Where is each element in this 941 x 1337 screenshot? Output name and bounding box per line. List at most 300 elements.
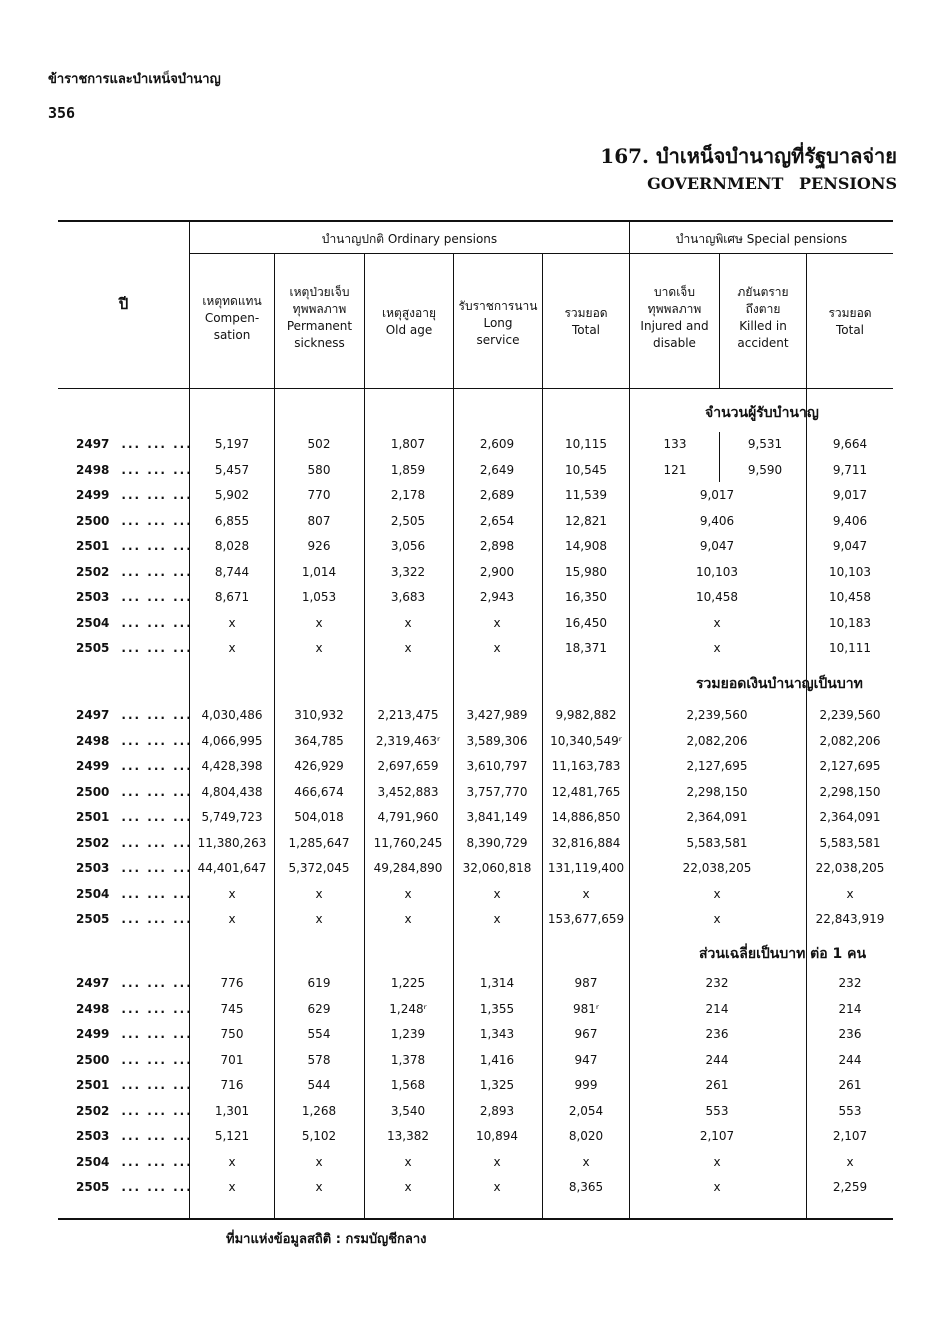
table-cell: 11,163,783 <box>551 759 621 773</box>
row-year: 2502 <box>76 835 110 850</box>
col-divider <box>719 432 720 482</box>
special-merged-cell: x <box>713 1180 721 1194</box>
leader-dots: ... ... ... <box>121 1078 193 1092</box>
table-cell: 554 <box>307 1027 331 1041</box>
table-cell: 5,457 <box>214 462 250 477</box>
table-cell: 2,319,463ʳ <box>375 733 441 748</box>
row-year-label <box>76 708 193 722</box>
table-cell: x <box>493 641 501 655</box>
table-cell: x <box>404 886 412 901</box>
table-cell: 5,749,723 <box>201 810 263 824</box>
col-header-en: disable <box>653 336 696 350</box>
col-header-compensation <box>190 293 274 344</box>
table-cell: 3,452,883 <box>377 784 439 799</box>
table-cell: 578 <box>307 1052 331 1067</box>
table-cell: 3,683 <box>390 590 426 604</box>
leader-dots: ... ... ... <box>121 1001 193 1016</box>
row-year: 2505 <box>76 1180 110 1194</box>
special-pensions-group: บำนาญพิเศษ Special pensions <box>675 232 848 246</box>
special-total-cell: 9,711 <box>832 462 868 477</box>
table-cell: 3,841,149 <box>466 810 528 824</box>
leader-dots: ... ... ... <box>121 1052 193 1067</box>
row-year: 2503 <box>76 590 110 604</box>
row-year-label <box>76 1129 193 1143</box>
table-cell: 5,121 <box>214 1129 250 1143</box>
table-cell: 2,943 <box>479 590 515 604</box>
special-merged-cell: x <box>713 886 721 901</box>
table-cell: 3,589,306 <box>466 733 528 748</box>
special-total-cell: x <box>846 1154 854 1169</box>
table-cell: 1,343 <box>479 1027 515 1041</box>
row-year-label <box>76 565 193 579</box>
col-header-en: Killed in <box>739 319 787 333</box>
table-cell: 8,028 <box>214 539 250 553</box>
table-cell: x <box>315 615 323 630</box>
special-merged-cell: 5,583,581 <box>686 835 748 850</box>
col-header-en: Long <box>483 316 513 330</box>
col-header-en: Old age <box>385 323 433 337</box>
row-year: 2501 <box>76 539 110 553</box>
table-cell: 967 <box>574 1027 598 1041</box>
table-cell: 1,314 <box>479 976 515 990</box>
leader-dots: ... ... ... <box>121 912 193 926</box>
table-cell: 49,284,890 <box>373 861 443 875</box>
table-cell: 11,539 <box>565 488 607 502</box>
row-year-label <box>76 836 193 850</box>
special-merged-cell: 9,406 <box>699 513 735 528</box>
row-year: 2498 <box>76 1001 110 1016</box>
table-cell: 8,671 <box>214 590 250 604</box>
leader-dots: ... ... ... <box>121 462 193 477</box>
special-merged-cell: x <box>713 912 721 926</box>
table-cell: x <box>404 912 412 926</box>
table-cell: 2,689 <box>479 488 515 502</box>
table-cell: 10,340,549ʳ <box>550 733 622 748</box>
running-head: ข้าราชการและบำเหน็จบำนาญ <box>48 72 221 87</box>
row-year: 2499 <box>76 1027 110 1041</box>
special-total-cell: 2,082,206 <box>819 733 881 748</box>
col-divider <box>806 253 807 1218</box>
special-merged-cell: 2,239,560 <box>686 708 748 722</box>
table-top-rule <box>58 220 893 222</box>
table-cell: 153,677,659 <box>547 912 625 926</box>
row-year-label <box>76 1104 193 1118</box>
table-cell: 16,450 <box>565 615 607 630</box>
row-year-label <box>76 641 193 655</box>
special-merged-cell: 244 <box>705 1052 729 1067</box>
table-cell: x <box>315 1180 323 1194</box>
row-year: 2502 <box>76 564 110 579</box>
table-cell: x <box>315 886 323 901</box>
table-cell: 11,380,263 <box>197 835 267 850</box>
table-cell: 750 <box>220 1027 244 1041</box>
special-merged-cell: x <box>713 641 721 655</box>
row-year: 2504 <box>76 1154 110 1169</box>
table-cell: x <box>493 615 501 630</box>
table-cell: 770 <box>307 488 331 502</box>
row-year-label <box>76 539 193 553</box>
table-cell: x <box>228 615 236 630</box>
col-header-thai: ทุพพลภาพ <box>292 302 347 316</box>
table-cell: 8,390,729 <box>466 835 528 850</box>
special-merged-cell: x <box>713 1154 721 1169</box>
row-year-label <box>76 1027 193 1041</box>
col-header-permanent-sickness <box>275 284 364 352</box>
special-total-cell: 22,038,205 <box>815 861 885 875</box>
table-cell: 2,893 <box>479 1103 515 1118</box>
row-year-label <box>76 912 193 926</box>
table-cell: 776 <box>220 976 244 990</box>
col-header-en: service <box>476 333 520 347</box>
special-total-cell: 10,111 <box>829 641 871 655</box>
col-header-thai: เหตุสูงอายุ <box>382 306 436 320</box>
table-cell: x <box>493 1180 501 1194</box>
table-cell: 701 <box>220 1052 244 1067</box>
table-cell: 745 <box>220 1001 244 1016</box>
page-number: 356 <box>48 104 76 122</box>
table-cell: 4,030,486 <box>201 708 263 722</box>
table-cell: 12,481,765 <box>551 784 621 799</box>
col-header-ordinary-total <box>543 305 629 339</box>
row-year: 2499 <box>76 488 110 502</box>
leader-dots: ... ... ... <box>121 708 193 722</box>
row-year: 2498 <box>76 462 110 477</box>
special-total-cell: 232 <box>838 976 862 990</box>
leader-dots: ... ... ... <box>121 810 193 824</box>
table-cell: 619 <box>307 976 331 990</box>
table-cell: x <box>228 886 236 901</box>
table-cell: 2,898 <box>479 539 515 553</box>
table-cell: 716 <box>220 1078 244 1092</box>
killed-cell: 9,590 <box>747 462 783 477</box>
leader-dots: ... ... ... <box>121 615 193 630</box>
special-total-cell: 5,583,581 <box>819 835 881 850</box>
special-merged-cell: 232 <box>705 976 729 990</box>
table-cell: 580 <box>307 462 331 477</box>
table-cell: 10,894 <box>476 1129 518 1143</box>
row-year: 2505 <box>76 912 110 926</box>
row-year: 2503 <box>76 1129 110 1143</box>
table-cell: 504,018 <box>294 810 344 824</box>
table-cell: 1,416 <box>479 1052 515 1067</box>
row-year-label <box>76 1078 193 1092</box>
section-title-amount: รวมยอดเงินบำนาญเป็นบาท <box>696 676 863 692</box>
leader-dots: ... ... ... <box>121 590 193 604</box>
table-cell: x <box>404 1154 412 1169</box>
special-total-cell: 22,843,919 <box>815 912 885 926</box>
table-cell: 10,545 <box>565 462 607 477</box>
table-cell: 4,791,960 <box>377 810 439 824</box>
col-header-thai: บาดเจ็บ <box>654 285 695 299</box>
col-header-en: Permanent <box>286 319 353 333</box>
table-cell: 3,427,989 <box>466 708 528 722</box>
table-cell: x <box>228 1154 236 1169</box>
table-cell: 5,372,045 <box>288 861 350 875</box>
row-year-label <box>76 861 193 875</box>
special-total-cell: 261 <box>838 1078 862 1092</box>
table-cell: x <box>582 886 590 901</box>
table-cell: 2,178 <box>390 488 426 502</box>
col-header-en: Total <box>835 323 865 337</box>
section-title-average: ส่วนเฉลี่ยเป็นบาท ต่อ 1 คน <box>699 946 867 962</box>
injured-cell: 121 <box>663 462 687 477</box>
table-cell: 466,674 <box>294 784 344 799</box>
leader-dots: ... ... ... <box>121 759 193 773</box>
special-total-cell: 9,017 <box>832 488 868 502</box>
table-cell: x <box>228 641 236 655</box>
table-cell: 2,609 <box>479 437 515 451</box>
special-merged-cell: x <box>713 615 721 630</box>
table-cell: 9,982,882 <box>555 708 617 722</box>
table-cell: 10,115 <box>565 437 607 451</box>
table-cell: 2,697,659 <box>377 759 439 773</box>
col-header-en: Compen- <box>204 311 260 325</box>
table-cell: 926 <box>307 539 331 553</box>
table-cell: 11,760,245 <box>373 835 443 850</box>
special-total-cell: 2,298,150 <box>819 784 881 799</box>
row-year: 2499 <box>76 759 110 773</box>
table-cell: 2,649 <box>479 462 515 477</box>
col-header-en: Total <box>571 323 601 337</box>
table-cell: x <box>404 615 412 630</box>
col-header-thai: ภยันตราย <box>737 285 789 299</box>
table-cell: 6,855 <box>214 513 250 528</box>
special-merged-cell: 2,082,206 <box>686 733 748 748</box>
leader-dots: ... ... ... <box>121 784 193 799</box>
row-year-label <box>76 887 193 901</box>
leader-dots: ... ... ... <box>121 1103 193 1118</box>
table-cell: x <box>315 912 323 926</box>
special-total-cell: 10,103 <box>829 564 871 579</box>
table-cell: 1,268 <box>301 1103 337 1118</box>
table-cell: 8,365 <box>568 1180 604 1194</box>
special-merged-cell: 10,458 <box>696 590 738 604</box>
leader-dots: ... ... ... <box>121 539 193 553</box>
col-header-special-total <box>807 305 893 339</box>
row-year-label <box>76 734 193 748</box>
table-cell: 2,054 <box>568 1103 604 1118</box>
col-header-thai: รวมยอด <box>564 306 608 320</box>
special-merged-cell: 2,107 <box>699 1129 735 1143</box>
table-cell: 1,859 <box>390 462 426 477</box>
table-cell: 1,225 <box>390 976 426 990</box>
leader-dots: ... ... ... <box>121 1027 193 1041</box>
row-year-label <box>76 488 193 502</box>
table-cell: 4,804,438 <box>201 784 263 799</box>
special-total-cell: 9,664 <box>832 437 868 451</box>
table-cell: x <box>493 912 501 926</box>
leader-dots: ... ... ... <box>121 733 193 748</box>
header-bottom-rule <box>58 388 893 389</box>
table-cell: 2,654 <box>479 513 515 528</box>
special-total-cell: 2,259 <box>832 1180 868 1194</box>
row-year-label <box>76 1053 193 1067</box>
special-total-cell: 553 <box>838 1103 862 1118</box>
row-year-label <box>76 1155 193 1169</box>
table-cell: 987 <box>574 976 598 990</box>
col-header-thai: รวมยอด <box>828 306 872 320</box>
leader-dots: ... ... ... <box>121 1180 193 1194</box>
table-title-thai: 167. บำเหน็จบำนาญที่รัฐบาลจ่าย <box>600 144 897 168</box>
special-total-cell: 2,364,091 <box>819 810 881 824</box>
row-year-label <box>76 976 193 990</box>
special-merged-cell: 2,298,150 <box>686 784 748 799</box>
col-header-old-age <box>365 305 453 339</box>
col-header-en: accident <box>737 336 789 350</box>
table-cell: 1,248ʳ <box>389 1001 427 1016</box>
row-year-label <box>76 1002 193 1016</box>
leader-dots: ... ... ... <box>121 861 193 875</box>
special-merged-cell: 214 <box>705 1001 729 1016</box>
table-cell: 1,301 <box>214 1103 250 1118</box>
special-total-cell: 2,239,560 <box>819 708 881 722</box>
table-cell: 1,239 <box>390 1027 426 1041</box>
table-cell: 807 <box>307 513 331 528</box>
special-merged-cell: 261 <box>705 1078 729 1092</box>
table-cell: 2,900 <box>479 564 515 579</box>
table-cell: 8,020 <box>568 1129 604 1143</box>
special-merged-cell: 9,017 <box>699 488 735 502</box>
table-cell: 5,197 <box>214 437 250 451</box>
table-cell: 12,821 <box>565 513 607 528</box>
special-merged-cell: 553 <box>705 1103 729 1118</box>
special-total-cell: 244 <box>838 1052 862 1067</box>
table-cell: x <box>582 1154 590 1169</box>
col-header-thai: ทุพพลภาพ <box>647 302 702 316</box>
col-header-thai: เหตุทดแทน <box>202 294 262 308</box>
row-year: 2500 <box>76 1052 110 1067</box>
col-header-en: sation <box>213 328 251 342</box>
leader-dots: ... ... ... <box>121 835 193 850</box>
table-cell: 629 <box>307 1001 331 1016</box>
leader-dots: ... ... ... <box>121 976 193 990</box>
leader-dots: ... ... ... <box>121 513 193 528</box>
table-cell: x <box>228 912 236 926</box>
table-cell: 3,610,797 <box>466 759 528 773</box>
table-cell: 1,378 <box>390 1052 426 1067</box>
table-cell: 13,382 <box>387 1129 429 1143</box>
row-year: 2505 <box>76 641 110 655</box>
table-cell: 131,119,400 <box>547 861 625 875</box>
special-total-cell: x <box>846 886 854 901</box>
row-year: 2497 <box>76 976 110 990</box>
table-cell: x <box>315 641 323 655</box>
table-cell: 18,371 <box>565 641 607 655</box>
table-cell: 1,285,647 <box>288 835 350 850</box>
table-cell: 999 <box>574 1078 598 1092</box>
special-total-cell: 214 <box>838 1001 862 1016</box>
row-year-label <box>76 1180 193 1194</box>
table-cell: 1,807 <box>390 437 426 451</box>
table-cell: 14,908 <box>565 539 607 553</box>
row-year-label <box>76 759 193 773</box>
special-merged-cell: 22,038,205 <box>682 861 752 875</box>
table-cell: x <box>315 1154 323 1169</box>
table-cell: 32,060,818 <box>462 861 532 875</box>
table-cell: 947 <box>574 1052 598 1067</box>
table-cell: 2,213,475 <box>377 708 439 722</box>
table-cell: x <box>493 1154 501 1169</box>
row-year-label <box>76 590 193 604</box>
table-cell: x <box>404 641 412 655</box>
table-cell: 32,816,884 <box>551 835 621 850</box>
table-cell: 3,540 <box>390 1103 426 1118</box>
col-header-en: Injured and <box>640 319 709 333</box>
table-cell: x <box>228 1180 236 1194</box>
col-header-killed <box>720 284 806 352</box>
table-cell: 981ʳ <box>572 1001 599 1016</box>
special-merged-cell: 236 <box>705 1027 729 1041</box>
table-cell: 16,350 <box>565 590 607 604</box>
table-cell: 3,757,770 <box>466 784 528 799</box>
leader-dots: ... ... ... <box>121 1129 193 1143</box>
special-total-cell: 9,406 <box>832 513 868 528</box>
row-year: 2497 <box>76 708 110 722</box>
table-cell: 14,886,850 <box>551 810 621 824</box>
row-year-label <box>76 463 193 477</box>
row-year: 2497 <box>76 437 110 451</box>
row-year-label <box>76 810 193 824</box>
col-header-thai: รับราชการนาน <box>458 299 538 313</box>
leader-dots: ... ... ... <box>121 488 193 502</box>
special-total-cell: 2,107 <box>832 1129 868 1143</box>
leader-dots: ... ... ... <box>121 564 193 579</box>
table-title-en: GOVERNMENT PENSIONS <box>647 174 897 193</box>
table-cell: 2,505 <box>390 513 426 528</box>
col-header-thai: ถึงตาย <box>745 302 781 316</box>
table-cell: 1,014 <box>301 564 337 579</box>
col-header-injured <box>630 284 719 352</box>
special-total-cell: 236 <box>838 1027 862 1041</box>
table-cell: 15,980 <box>565 564 607 579</box>
table-cell: 1,355 <box>479 1001 515 1016</box>
row-year: 2500 <box>76 784 110 799</box>
special-merged-cell: 2,364,091 <box>686 810 748 824</box>
row-year: 2498 <box>76 733 110 748</box>
row-year: 2502 <box>76 1103 110 1118</box>
leader-dots: ... ... ... <box>121 886 193 901</box>
injured-cell: 133 <box>663 437 687 451</box>
special-merged-cell: 9,047 <box>699 539 735 553</box>
year-column-header: ปี <box>118 295 129 313</box>
row-year: 2501 <box>76 1078 110 1092</box>
ordinary-pensions-group: บำนาญปกติ Ordinary pensions <box>321 232 498 246</box>
table-cell: 5,102 <box>301 1129 337 1143</box>
row-year-label <box>76 514 193 528</box>
table-cell: 4,066,995 <box>201 733 263 748</box>
table-cell: 502 <box>307 437 331 451</box>
leader-dots: ... ... ... <box>121 1154 193 1169</box>
table-cell: 1,325 <box>479 1078 515 1092</box>
special-total-cell: 10,458 <box>829 590 871 604</box>
section-title-recipients: จำนวนผู้รับบำนาญ <box>705 405 819 421</box>
row-year: 2503 <box>76 861 110 875</box>
row-year: 2501 <box>76 810 110 824</box>
table-cell: 364,785 <box>294 733 344 748</box>
leader-dots: ... ... ... <box>121 437 193 451</box>
special-total-cell: 2,127,695 <box>819 759 881 773</box>
table-cell: 3,322 <box>390 564 426 579</box>
col-header-long-service <box>454 298 542 349</box>
table-cell: 426,929 <box>294 759 344 773</box>
table-bottom-rule <box>58 1218 893 1220</box>
table-cell: x <box>404 1180 412 1194</box>
source-note: ที่มาแห่งข้อมูลสถิติ : กรมบัญชีกลาง <box>226 1232 427 1247</box>
special-total-cell: 9,047 <box>832 539 868 553</box>
row-year: 2500 <box>76 513 110 528</box>
row-year-label <box>76 437 193 451</box>
table-cell: 1,053 <box>301 590 337 604</box>
